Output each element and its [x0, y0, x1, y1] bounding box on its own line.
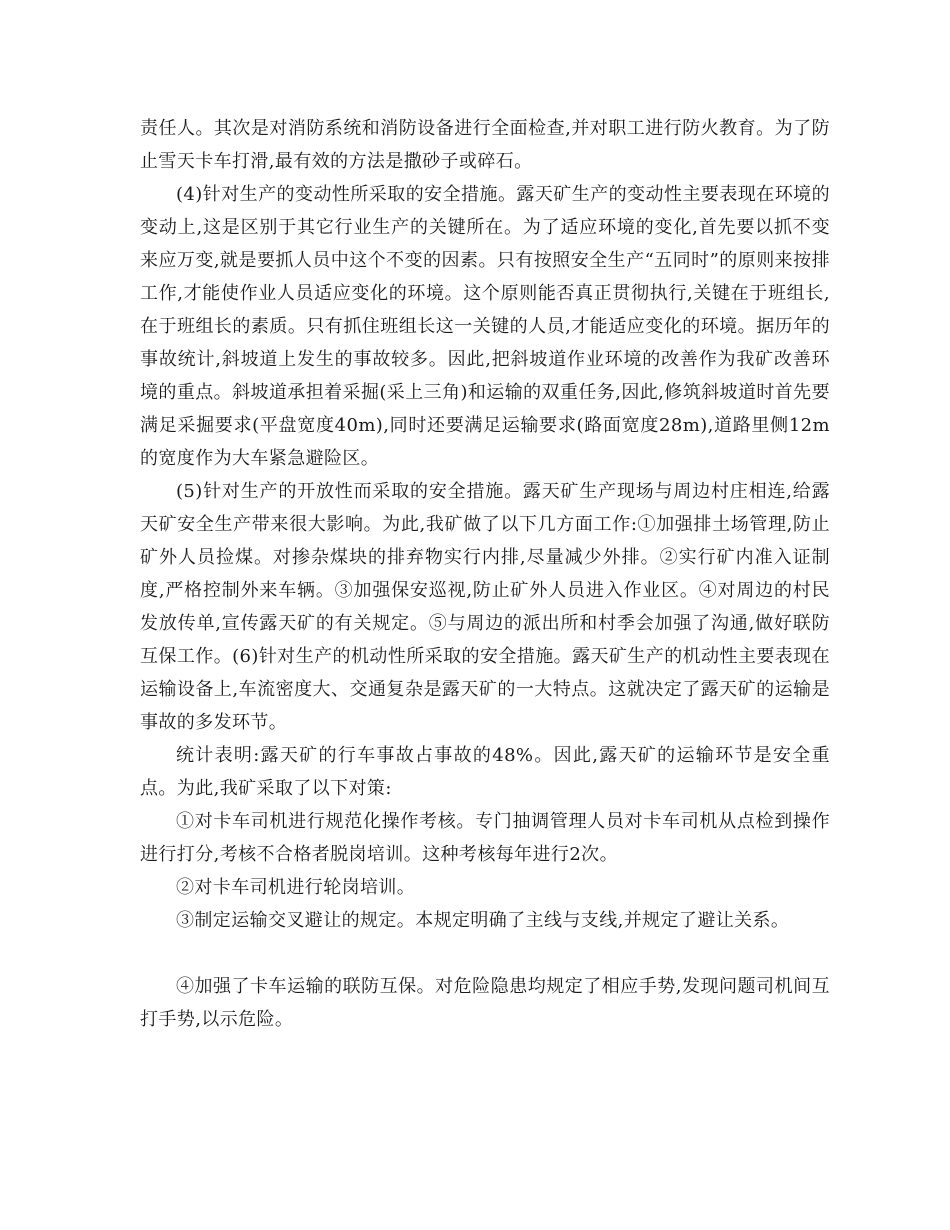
paragraph-measure-3: ③制定运输交叉避让的规定。本规定明确了主线与支线,并规定了避让关系。	[176, 910, 790, 931]
paragraph-variability-measures: (4)针对生产的变动性所采取的安全措施。露天矿生产的变动性主要表现在环境的变动上,这是区别于其它行业生产的关键所在。为了适应环境的变化,首先要以抓不变来应万变,就是要抓人员中这个不变的因素。只有按照安全生产“五同时”的原则来按排工作,才能使作业人员适应变化的环境。这个原则能否真正贯彻执行,关键在于班组长,在于班组长的素质。只有抓住班组长这一关键的人员,才能适应变化的环境。据历年的事故统计,斜坡道上发生的事故较多。因此,把斜坡道作业环境的改善作为我矿改善环境的重点。斜坡道承担着采掘(采上三角)和运输的双重任务,因此,修筑斜坡道时首先要满足采掘要求(平盘宽度40m),同时还要满足运输要求(路面宽度28m),道路里侧12m的宽度作为大车紧急避险区。	[140, 184, 830, 469]
paragraph-gap	[140, 937, 830, 970]
paragraph-measure-2: ②对卡车司机进行轮岗培训。	[176, 877, 416, 898]
paragraph-statistics: 统计表明:露天矿的行车事故占事故的48%。因此,露天矿的运输环节是安全重点。为此,我矿采取了以下对策:	[140, 745, 830, 799]
document-body	[140, 112, 830, 1036]
paragraph-openness-measures: (5)针对生产的开放性而采取的安全措施。露天矿生产现场与周边村庄相连,给露天矿安全生产带来很大影响。为此,我矿做了以下几方面工作:①加强排土场管理,防止矿外人员捡煤。对掺杂煤块的排弃物实行内排,尽量减少外排。②实行矿内准入证制度,严格控制外来车辆。③加强保安巡视,防止矿外人员进入作业区。④对周边的村民发放传单,宣传露天矿的有关规定。⑤与周边的派出所和村季会加强了沟通,做好联防互保工作。(6)针对生产的机动性所采取的安全措施。露天矿生产的机动性主要表现在运输设备上,车流密度大、交通复杂是露天矿的一大特点。这就决定了露天矿的运输是事故的多发环节。	[140, 481, 830, 733]
paragraph-measure-1: ①对卡车司机进行规范化操作考核。专门抽调管理人员对卡车司机从点检到操作进行打分,考核不合格者脱岗培训。这种考核每年进行2次。	[140, 811, 830, 865]
paragraph-fire-safety: 责任人。其次是对消防系统和消防设备进行全面检查,并对职工进行防火教育。为了防止雪天卡车打滑,最有效的方法是撒砂子或碎石。	[140, 118, 830, 172]
paragraph-measure-4: ④加强了卡车运输的联防互保。对危险隐患均规定了相应手势,发现问题司机间互打手势,以示危险。	[140, 976, 830, 1030]
